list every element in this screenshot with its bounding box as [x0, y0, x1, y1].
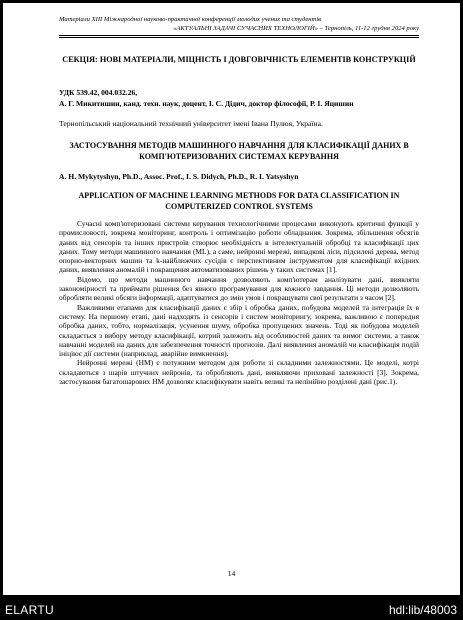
header-line-1: Матеріали XIII Міжнародної науково-практичної конференції молодих учених та студентів [59, 16, 322, 23]
header-divider [59, 37, 419, 38]
paper-title-english: APPLICATION OF MACHINE LEARNING METHODS FOR DATA CLASSIFICATION IN COMPUTERIZED CONTROL SYSTEMS [78, 191, 400, 211]
conference-header [59, 16, 419, 33]
paragraph: Нейронні мережі (НМ) є потужним методом для роботи зі складними залежностями. Це моделі, котрі складаються з шарів штучних нейронів, та обробляють дані, виявляючи приховані залежності [3]. Зокрема, застосування багатошарових НМ дозволяє класифікувати навіть великі та нелінійно розділені дані (рис.1). [59, 358, 419, 387]
affiliation: Тернопільський національний технічний університет імені Івана Пулюя, Україна. [59, 119, 323, 128]
paragraph: Відомо, що методи машинного навчання дозволяють комп'ютерам аналізувати дані, виявляти закономірності та приймати рішення без явного програмування для кожного завдання. Ці методи дозволяють обробляти великі обсяги інформації, адаптуватися до змін умов і покращувати свої результати з часом [2]. [59, 274, 419, 303]
repository-label: ELARTU [5, 603, 54, 617]
document-page [3, 3, 460, 595]
paragraph: Сучасні комп'ютеризовані системи керування технологічними процесами виконують критичні функції у промисловості, зокрема моніторинг, контроль і оптимізацію роботи обладнання. Зокрема, збільшення обсягів даних від сенсорів та інших пристроїв створює необхідність в інтелектуальній обробці та класифікації цих даних. Тому методи машинного навчання (ML), а саме, нейронні мережі, випадкові ліси, підсилені дерева, метод опорно-векторних машин та k-найближчих сусідів є перспективним інструментом для класифікації вхідних даних, виявлення аномалій і покращення автоматизованих рішень у таких системах [1]. [59, 219, 419, 275]
paragraph: Важливими етапами для класифікації даних є збір і обробка даних, побудова моделей та інтеграція їх в систему. На першому етапі, дані надходять із сенсорів і систем моніторингу, зокрема, важливою є попередня обробка даних, тобто, нормалізація, усунення шуму, обробка пропущених значень. Тоді як побудова моделей складається з вибору методу класифікації, котрий залежить від особливостей даних та вимог системи, а також навчанні моделей на даних для забезпечення точності прогнозів. Далі виявлення аномалій чи класифікація подій ініціює дії системи (наприклад, аварійне вимкнення). [59, 302, 419, 359]
udc-code: УДК 539.42, 004.032.26, [59, 88, 138, 97]
section-title: СЕКЦІЯ: НОВІ МАТЕРІАЛИ, МІЦНІСТЬ І ДОВГОВІЧНІСТЬ ЕЛЕМЕНТІВ КОНСТРУКЦІЙ [62, 55, 416, 64]
paper-title-ukrainian: ЗАСТОСУВАННЯ МЕТОДІВ МАШИННОГО НАВЧАННЯ ДЛЯ КЛАСИФІКАЦІЇ ДАНИХ В КОМП'ЮТЕРИЗОВАНИХ СИСТЕМАХ КЕРУВАННЯ [69, 141, 409, 161]
authors-ukrainian: А. Г. Микитишин, канд. техн. наук, доцент, І. С. Дідич, доктор філософії, Р. І. Яцишин [59, 99, 354, 108]
header-divider [59, 35, 419, 36]
page-number: 14 [227, 569, 236, 578]
header-line-2: «АКТУАЛЬНІ ЗАДАЧІ СУЧАСНИХ ТЕХНОЛОГІЙ» – Тернопіль, 11-12 грудня 2024 року [173, 24, 419, 32]
handle-identifier[interactable]: hdl:lib/48003 [388, 603, 457, 617]
body-text [59, 219, 419, 386]
authors-english: A. H. Mykytyshyn, Ph.D., Assoc. Prof., I. S. Didych, Ph.D., R. I. Yatsyshyn [59, 172, 299, 181]
